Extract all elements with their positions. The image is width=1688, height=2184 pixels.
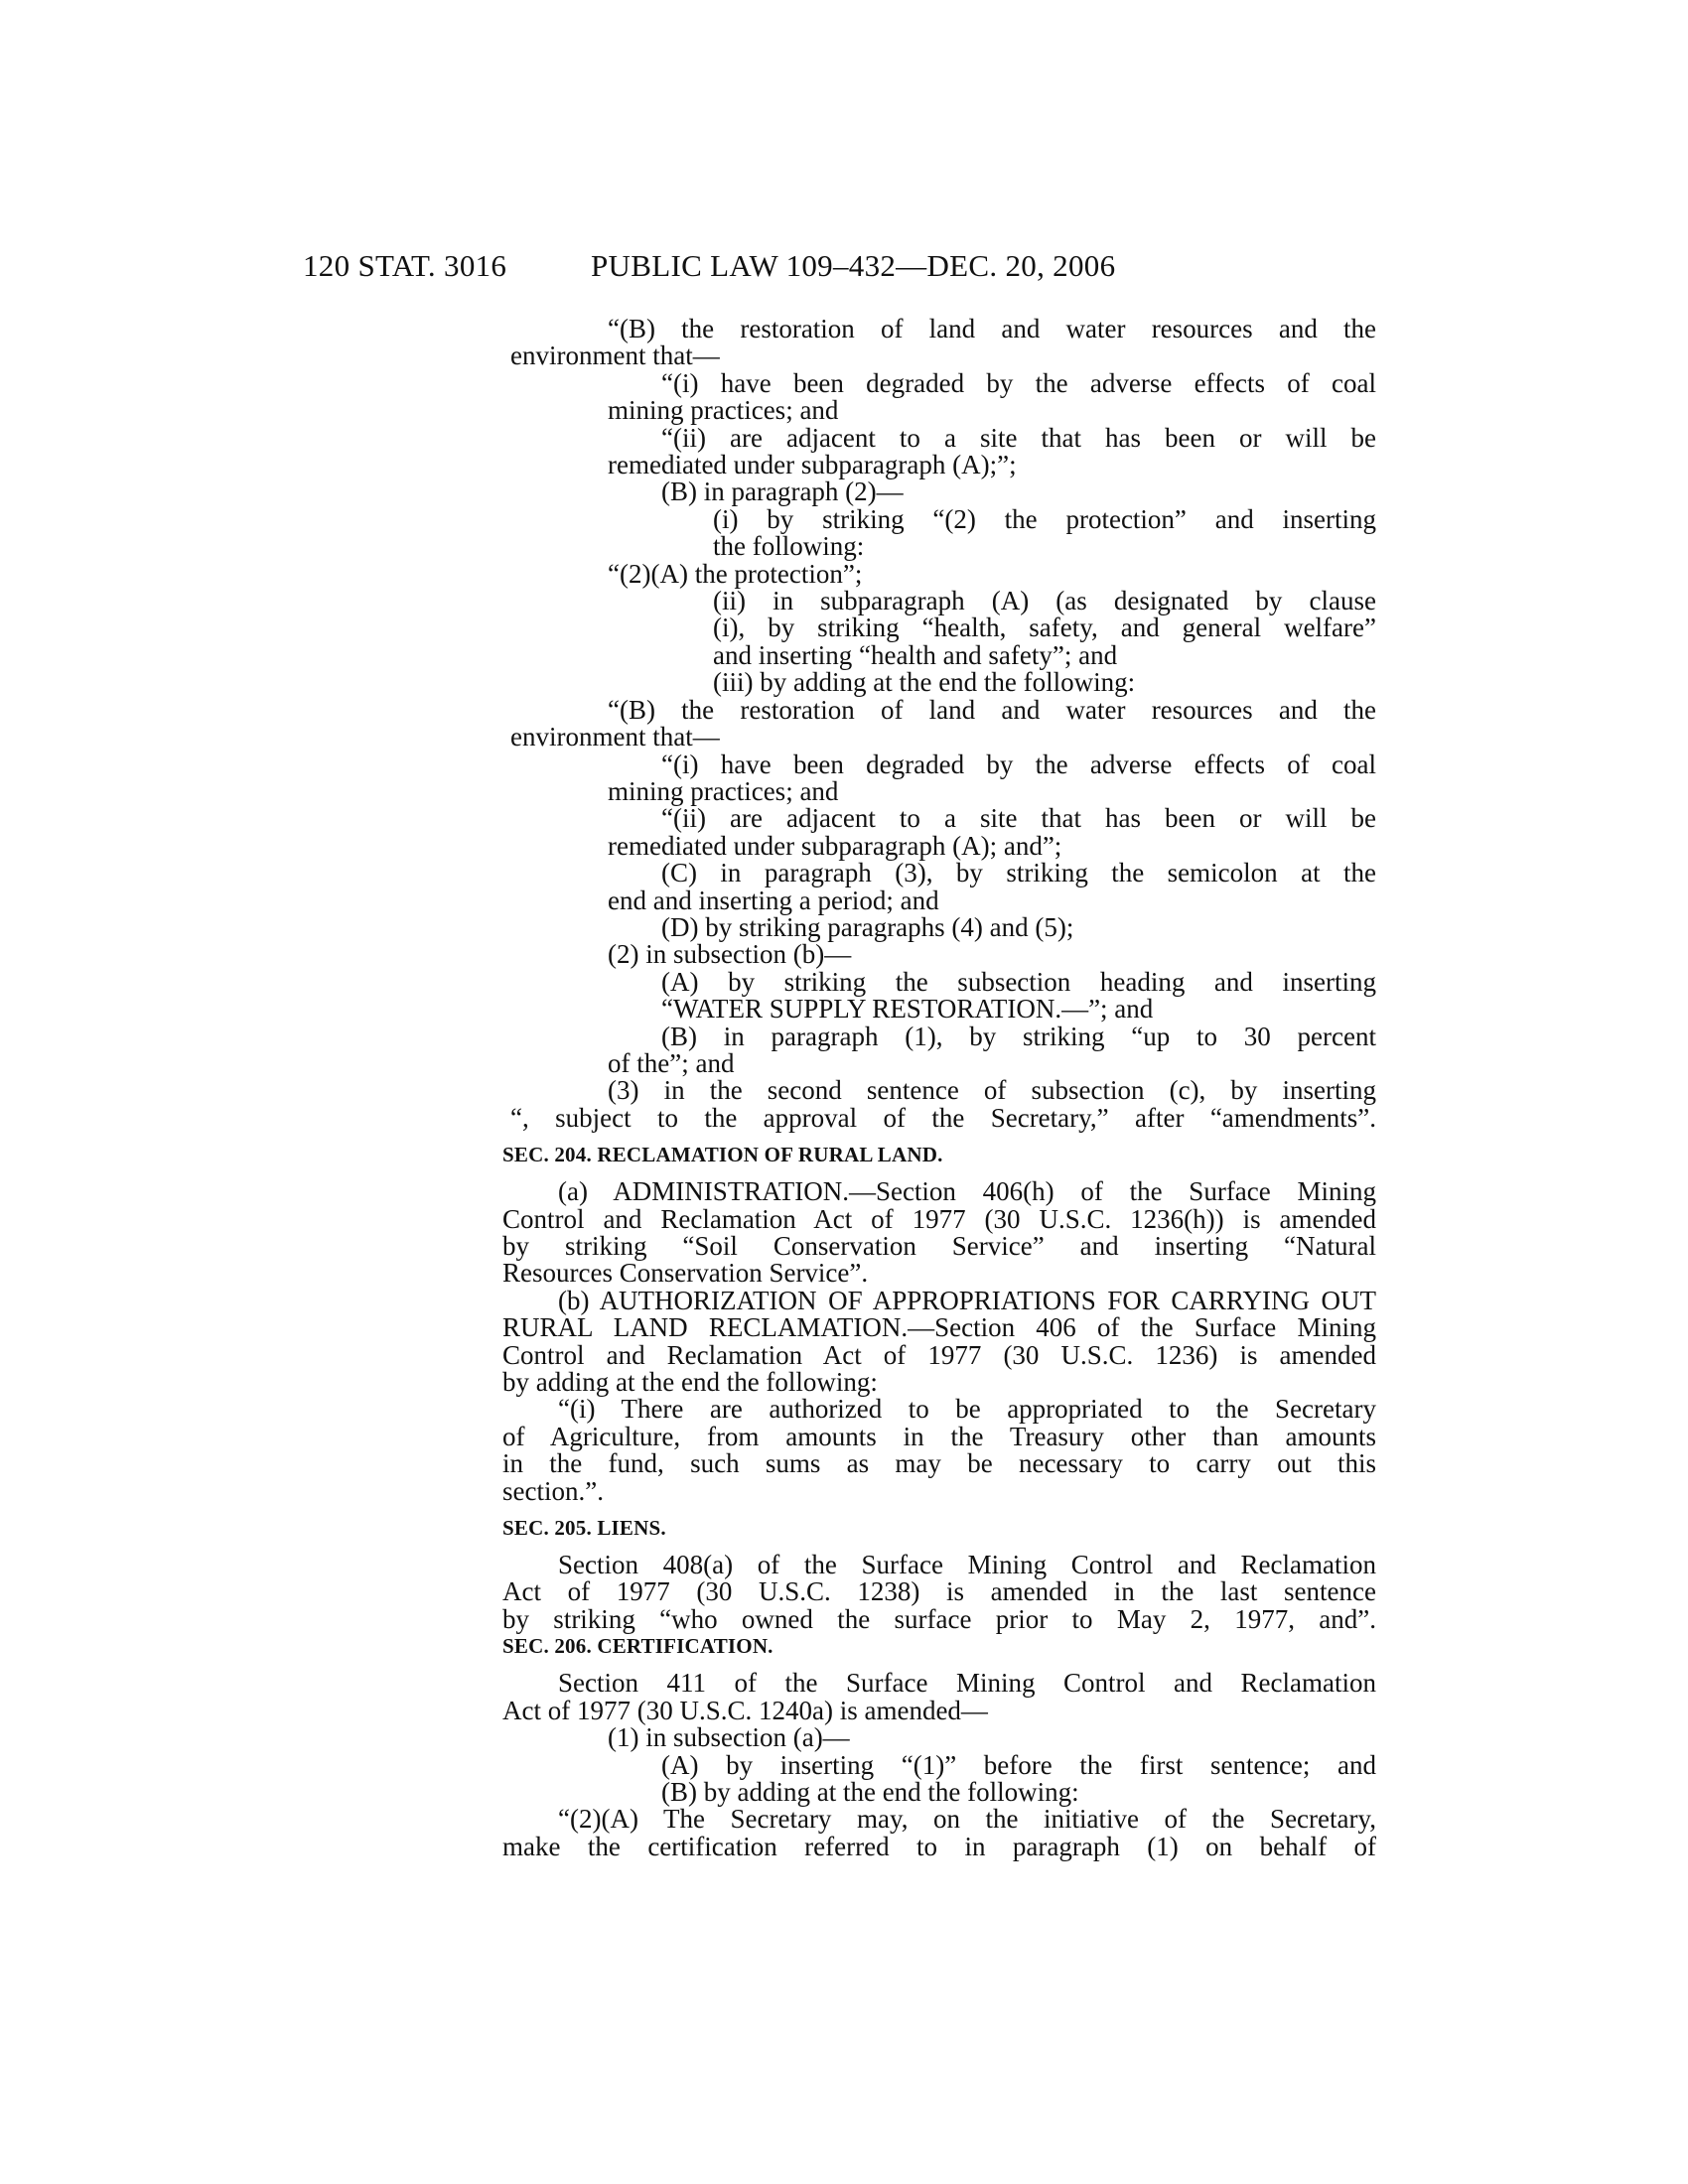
text-line: mining practices; and — [608, 775, 839, 806]
text-line: the following: — [713, 531, 865, 562]
text-line: of the”; and — [608, 1047, 735, 1078]
text-line: “(i) There are authorized to be appropriated to the Secretary — [558, 1394, 1376, 1425]
section-heading: SEC. 205. LIENS. — [502, 1516, 666, 1541]
text-line: remediated under subparagraph (A); and”; — [608, 830, 1062, 861]
text-line: (ii) in subparagraph (A) (as designated by clause — [713, 586, 1376, 616]
section-heading: SEC. 204. RECLAMATION OF RURAL LAND. — [502, 1143, 943, 1167]
text-line: “(B) the restoration of land and water resources and the — [608, 314, 1376, 343]
section-heading: SEC. 206. CERTIFICATION. — [502, 1634, 774, 1659]
text-line: environment that— — [510, 341, 720, 371]
text-line: (A) by inserting “(1)” before the first sentence; and — [661, 1749, 1376, 1780]
text-line: environment that— — [510, 722, 720, 752]
text-line: Act of 1977 (30 U.S.C. 1240a) is amended— — [502, 1695, 988, 1725]
text-line: Section 408(a) of the Surface Mining Control and Reclamation — [558, 1550, 1376, 1580]
text-line: (a) ADMINISTRATION.—Section 406(h) of the Surface Mining — [558, 1176, 1376, 1207]
section-gap — [502, 1505, 1376, 1515]
text-line: (B) in paragraph (1), by striking “up to 30 percent — [661, 1021, 1376, 1051]
text-line: Control and Reclamation Act of 1977 (30 U.S.C. 1236) is amended — [502, 1339, 1376, 1370]
text-line: end and inserting a period; and — [608, 885, 939, 915]
text-line: “(i) have been degraded by the adverse effects of coal — [661, 749, 1376, 779]
text-line: (i), by striking “health, safety, and general welfare” — [713, 613, 1376, 643]
text-line: by striking “Soil Conservation Service” and inserting “Natural — [502, 1231, 1376, 1261]
text-line: (D) by striking paragraphs (4) and (5); — [661, 911, 1074, 942]
text-line: (2) in subsection (b)— — [608, 939, 852, 970]
text-line: “(i) have been degraded by the adverse effects of coal — [661, 367, 1376, 398]
text-line: mining practices; and — [608, 395, 839, 426]
running-title: PUBLIC LAW 109–432—DEC. 20, 2006 — [591, 248, 1116, 283]
text-line: by striking “who owned the surface prior to May 2, 1977, and”. — [502, 1603, 1376, 1634]
text-line: “(ii) are adjacent to a site that has been or will be — [661, 803, 1376, 834]
text-line: in the fund, such sums as may be necessary to carry out this — [502, 1448, 1376, 1479]
text-line: (3) in the second sentence of subsection (c), by inserting — [608, 1075, 1376, 1106]
text-line: make the certification referred to in paragraph (1) on behalf of — [502, 1831, 1376, 1861]
text-line: (B) in paragraph (2)— — [661, 477, 904, 507]
text-line: “(B) the restoration of land and water resources and the — [608, 694, 1376, 725]
text-line: (b) AUTHORIZATION OF APPROPRIATIONS FOR CARRYING OUT — [558, 1285, 1376, 1315]
text-line: (1) in subsection (a)— — [608, 1722, 850, 1753]
text-line: and inserting “health and safety”; and — [713, 639, 1118, 670]
text-line: Section 411 of the Surface Mining Control and Reclamation — [558, 1668, 1376, 1699]
text-line: of Agriculture, from amounts in the Treasury other than amounts — [502, 1421, 1376, 1451]
text-line: (A) by striking the subsection heading and inserting — [661, 966, 1376, 997]
stat-page-number: 120 STAT. 3016 — [303, 248, 507, 283]
text-line: Act of 1977 (30 U.S.C. 1238) is amended in the last sentence — [502, 1576, 1376, 1607]
text-line: (i) by striking “(2) the protection” and inserting — [713, 503, 1376, 534]
text-line: “, subject to the approval of the Secretary,” after “amendments”. — [510, 1102, 1376, 1133]
text-line: by adding at the end the following: — [502, 1367, 878, 1398]
section-gap — [502, 1132, 1376, 1142]
text-line: “(2)(A) the protection”; — [608, 558, 863, 589]
text-line: “WATER SUPPLY RESTORATION.—”; and — [661, 994, 1154, 1024]
text-line: RURAL LAND RECLAMATION.—Section 406 of the Surface Mining — [502, 1312, 1376, 1343]
text-line: Resources Conservation Service”. — [502, 1258, 869, 1289]
text-line: (B) by adding at the end the following: — [661, 1776, 1079, 1807]
text-line: “(ii) are adjacent to a site that has been or will be — [661, 422, 1376, 453]
text-line: remediated under subparagraph (A);”; — [608, 450, 1017, 480]
text-line: Control and Reclamation Act of 1977 (30 U.S.C. 1236(h)) is amended — [502, 1203, 1376, 1234]
text-line: section.”. — [502, 1475, 604, 1506]
text-line: (iii) by adding at the end the following: — [713, 667, 1136, 698]
text-line: “(2)(A) The Secretary may, on the initiative of the Secretary, — [558, 1804, 1376, 1835]
statute-body-text — [502, 316, 1376, 1860]
text-line: (C) in paragraph (3), by striking the semicolon at the — [661, 858, 1376, 888]
